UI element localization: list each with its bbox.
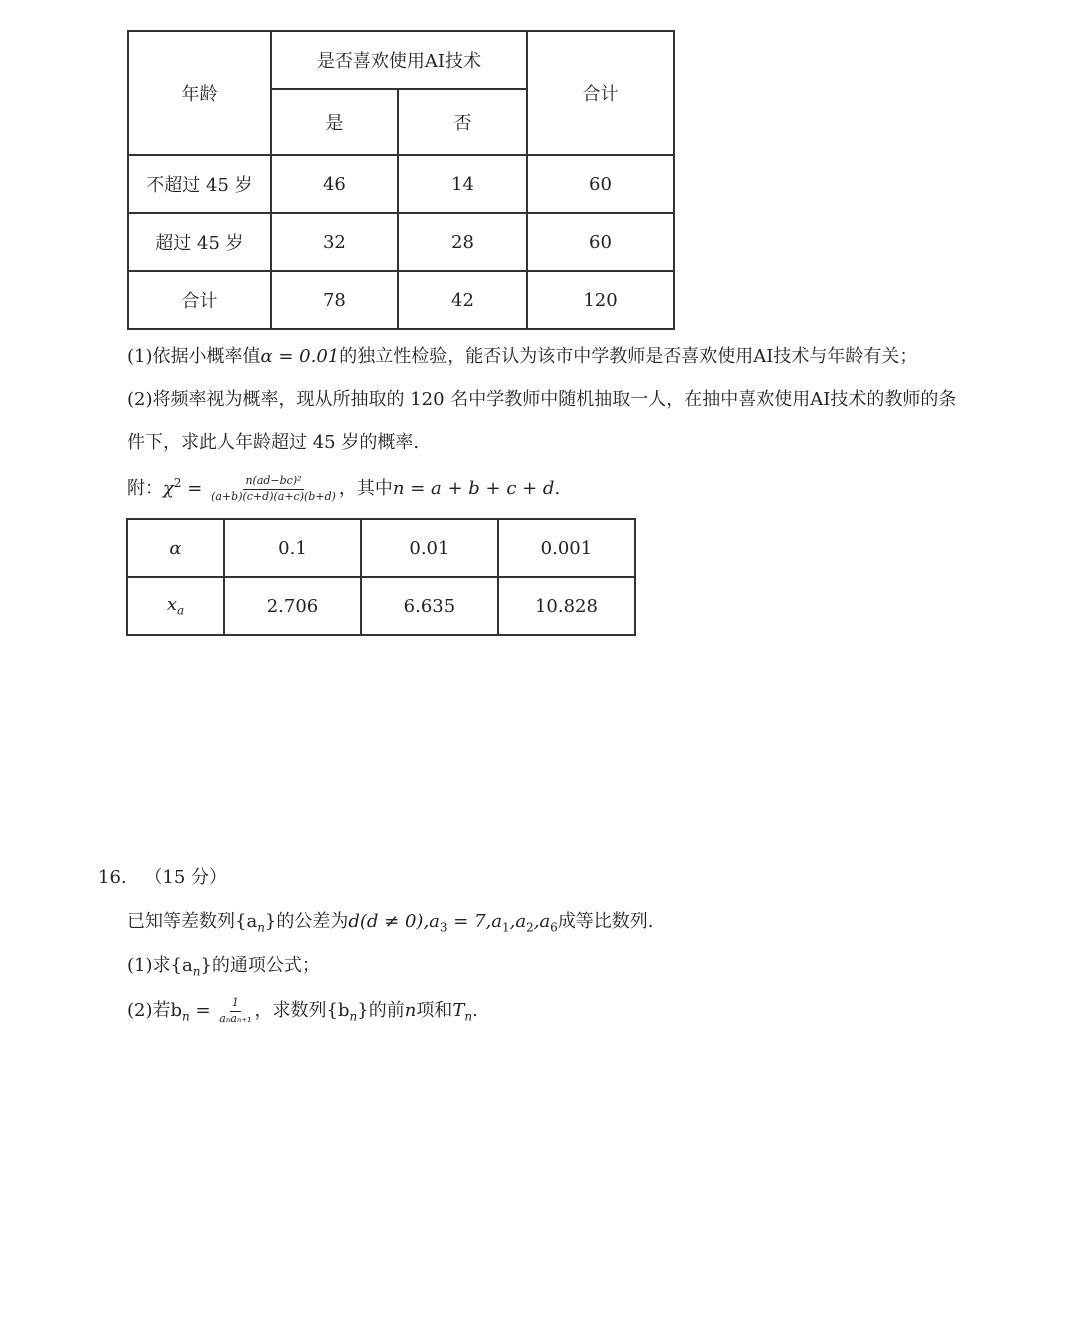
chi-fraction [211, 475, 336, 502]
n-definition: n = a + b + c + d. [392, 478, 561, 499]
sub-n: n [464, 1009, 473, 1024]
age-header: 年龄 [128, 31, 271, 155]
question-number: 16. [98, 867, 127, 888]
q16-part2 [127, 996, 478, 1025]
x-subscript: a [177, 603, 185, 618]
table-row [128, 213, 674, 271]
fraction-denominator: (a+b)(c+d)(a+c)(b+d) [211, 489, 336, 503]
cell-no: 14 [398, 155, 527, 213]
table-row [128, 155, 674, 213]
alpha-cell: 0.1 [224, 519, 361, 577]
table-row [128, 271, 674, 329]
q15-part1-suffix: 的独立性检验，能否认为该市中学教师是否喜欢使用AI技术与年龄有关； [339, 346, 918, 367]
sub-6: 6 [550, 920, 558, 935]
chi-square-formula: 附：$\chi^2$ = $\frac{\text{n(ad−bc)²}}{(a+b)(c+d)(a+c)(b+d)}$ ，其中n = a + b + c + d. [127, 474, 561, 503]
contingency-table [127, 30, 675, 330]
part2-text: (2)若b [127, 1000, 183, 1021]
x-cell: 2.706 [224, 577, 361, 635]
q16-stem [127, 907, 654, 935]
part2-text: }的前 [357, 1000, 405, 1021]
q16-header [98, 863, 227, 889]
row-label: 合计 [128, 271, 271, 329]
row-label: 不超过 45 岁 [128, 155, 271, 213]
stem-math: = 7,a [447, 911, 502, 932]
q15-part1-prefix: (1)依据小概率值 [127, 346, 261, 367]
cell-total: 60 [527, 155, 674, 213]
stem-text: }的公差为 [264, 911, 349, 932]
row-label: 超过 45 岁 [128, 213, 271, 271]
period: . [472, 1000, 478, 1021]
x-cell: 6.635 [361, 577, 498, 635]
q15-part1 [127, 342, 917, 368]
question-score: （15 分） [144, 867, 228, 888]
appendix-label: 附： [127, 478, 163, 499]
cell-yes: 32 [271, 213, 398, 271]
x-alpha-label [127, 577, 224, 635]
q15-part2-line1: (2)将频率视为概率，现从所抽取的 120 名中学教师中随机抽取一人，在抽中喜欢使用AI技术的教师的条 [127, 389, 957, 410]
sub-n: n [182, 1009, 190, 1024]
sub-n: n [349, 1009, 358, 1024]
critical-value-table [126, 518, 636, 636]
stem-math: ,a [533, 911, 551, 932]
cell-yes: 46 [271, 155, 398, 213]
fraction-numerator: n(ad−bc)² [243, 475, 303, 489]
q15-part2-line2: 件下，求此人年龄超过 45 岁的概率. [127, 432, 420, 453]
stem-text: 已知等差数列{a [127, 911, 258, 932]
alpha-label: α [127, 519, 224, 577]
part1-text: }的通项公式； [200, 955, 320, 976]
total-header: 合计 [527, 31, 674, 155]
t-variable: T [452, 1000, 465, 1021]
part2-text: ，求数列{b [254, 1000, 350, 1021]
part2-text: 项和 [416, 1000, 453, 1021]
alpha-value: α = 0.01 [260, 346, 340, 367]
chi-exponent: 2 [173, 476, 182, 490]
cell-yes: 78 [271, 271, 398, 329]
sub-n: n [192, 964, 201, 979]
stem-math: ,a [509, 911, 527, 932]
n-variable: n [404, 1000, 417, 1021]
preference-header: 是否喜欢使用AI技术 [271, 31, 527, 89]
appendix-mid: ，其中 [338, 478, 393, 499]
chi-symbol: χ [163, 478, 174, 499]
table-row [127, 519, 635, 577]
x-cell: 10.828 [498, 577, 635, 635]
table-row [127, 577, 635, 635]
fraction-denominator: aₙaₙ₊₁ [219, 1011, 252, 1025]
fraction-numerator: 1 [230, 997, 241, 1011]
cell-no: 42 [398, 271, 527, 329]
sub-1: 1 [501, 920, 510, 935]
q16-part1 [127, 951, 320, 979]
bn-fraction [219, 997, 251, 1024]
cell-total: 120 [527, 271, 674, 329]
sub-3: 3 [439, 920, 448, 935]
cell-total: 60 [527, 213, 674, 271]
alpha-cell: 0.01 [361, 519, 498, 577]
x-symbol: x [166, 594, 177, 616]
alpha-cell: 0.001 [498, 519, 635, 577]
sub-2: 2 [526, 920, 534, 935]
sub-n: n [257, 920, 265, 935]
equals-sign: = [189, 1000, 217, 1021]
cell-no: 28 [398, 213, 527, 271]
stem-text: 成等比数列. [557, 911, 654, 932]
stem-math: d(d ≠ 0),a [348, 911, 440, 932]
part1-text: (1)求{a [127, 955, 193, 976]
yes-header: 是 [271, 89, 398, 155]
no-header: 否 [398, 89, 527, 155]
